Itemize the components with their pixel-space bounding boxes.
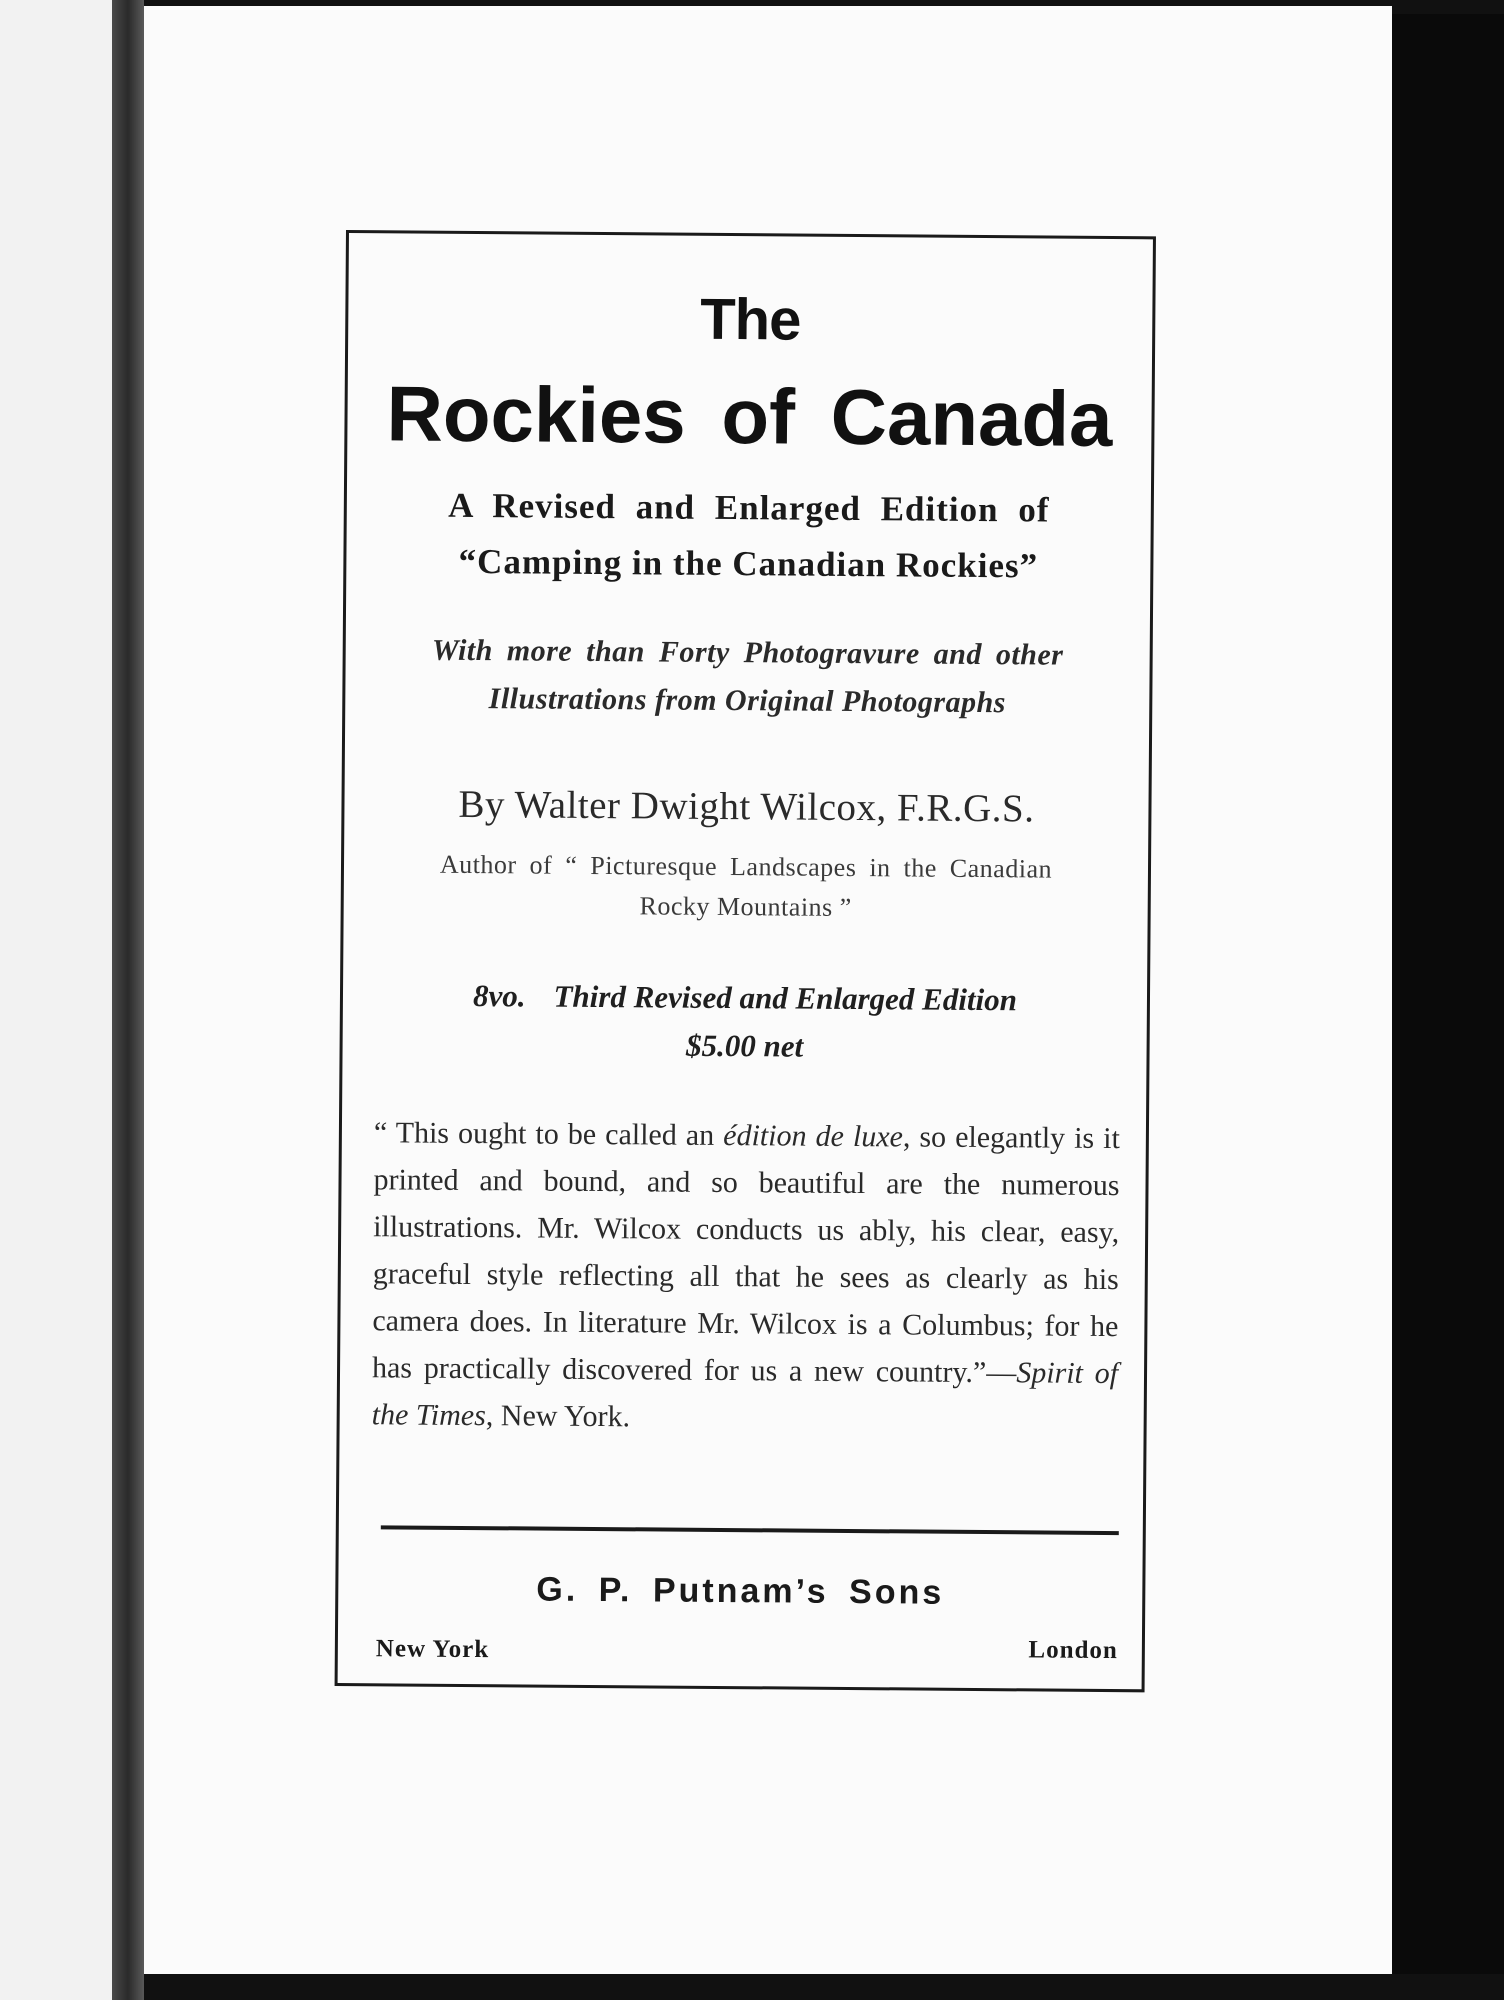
author-other-work-line-2: Rocky Mountains ” [639,891,852,922]
review-quote [372,1109,1121,1444]
publisher-city-new-york: New York [375,1635,490,1664]
illustrations-note-line-1: With more than Forty Photogravure and other [431,633,1064,672]
author-byline: By Walter Dwight Wilcox, F.R.G.S. [458,782,1035,831]
review-location: , New York. [485,1399,631,1434]
edition-line [343,977,1147,1019]
review-source: Spirit of the Times [371,1356,1119,1433]
advertisement-content [338,233,1153,1689]
review-italic-phrase: édition de luxe [723,1118,904,1154]
facing-page-edge [0,0,118,2000]
divider-rule [381,1525,1119,1535]
advertisement-frame [335,230,1156,1692]
subtitle-line-2: “Camping in the Canadian Rockies” [458,541,1039,586]
author-other-work-line-1: Author of “ Picturesque Landscapes in the Canadian [439,849,1053,884]
illustrations-note-line-2: Illustrations from Original Photographs [488,682,1007,720]
price: $5.00 net [685,1027,804,1064]
right-scan-edge [1392,14,1504,1974]
subtitle-line-1: A Revised and Enlarged Edition of [448,485,1050,530]
review-text-1: “ This ought to be called an [373,1116,724,1152]
edition-description: Third Revised and Enlarged Edition [553,978,1018,1018]
publisher-city-london: London [1028,1636,1118,1665]
book-gutter [112,0,144,2000]
book-format: 8vo. [472,978,526,1014]
book-title: Rockies of Canada [386,369,1113,464]
publisher-name: G. P. Putnam’s Sons [536,1570,945,1612]
title-line-1: The [699,286,801,353]
review-text-2: , so elegantly is it printed and bound, and so beautiful are the numerous illustrations. Mr. Wilcox conducts us ably, his clear, easy, graceful style reflecting all that he sees as clearly as his camera does. In literature Mr. Wilcox is a Columbus; for he has practically discovered for us a new country.”— [371,1120,1121,1390]
